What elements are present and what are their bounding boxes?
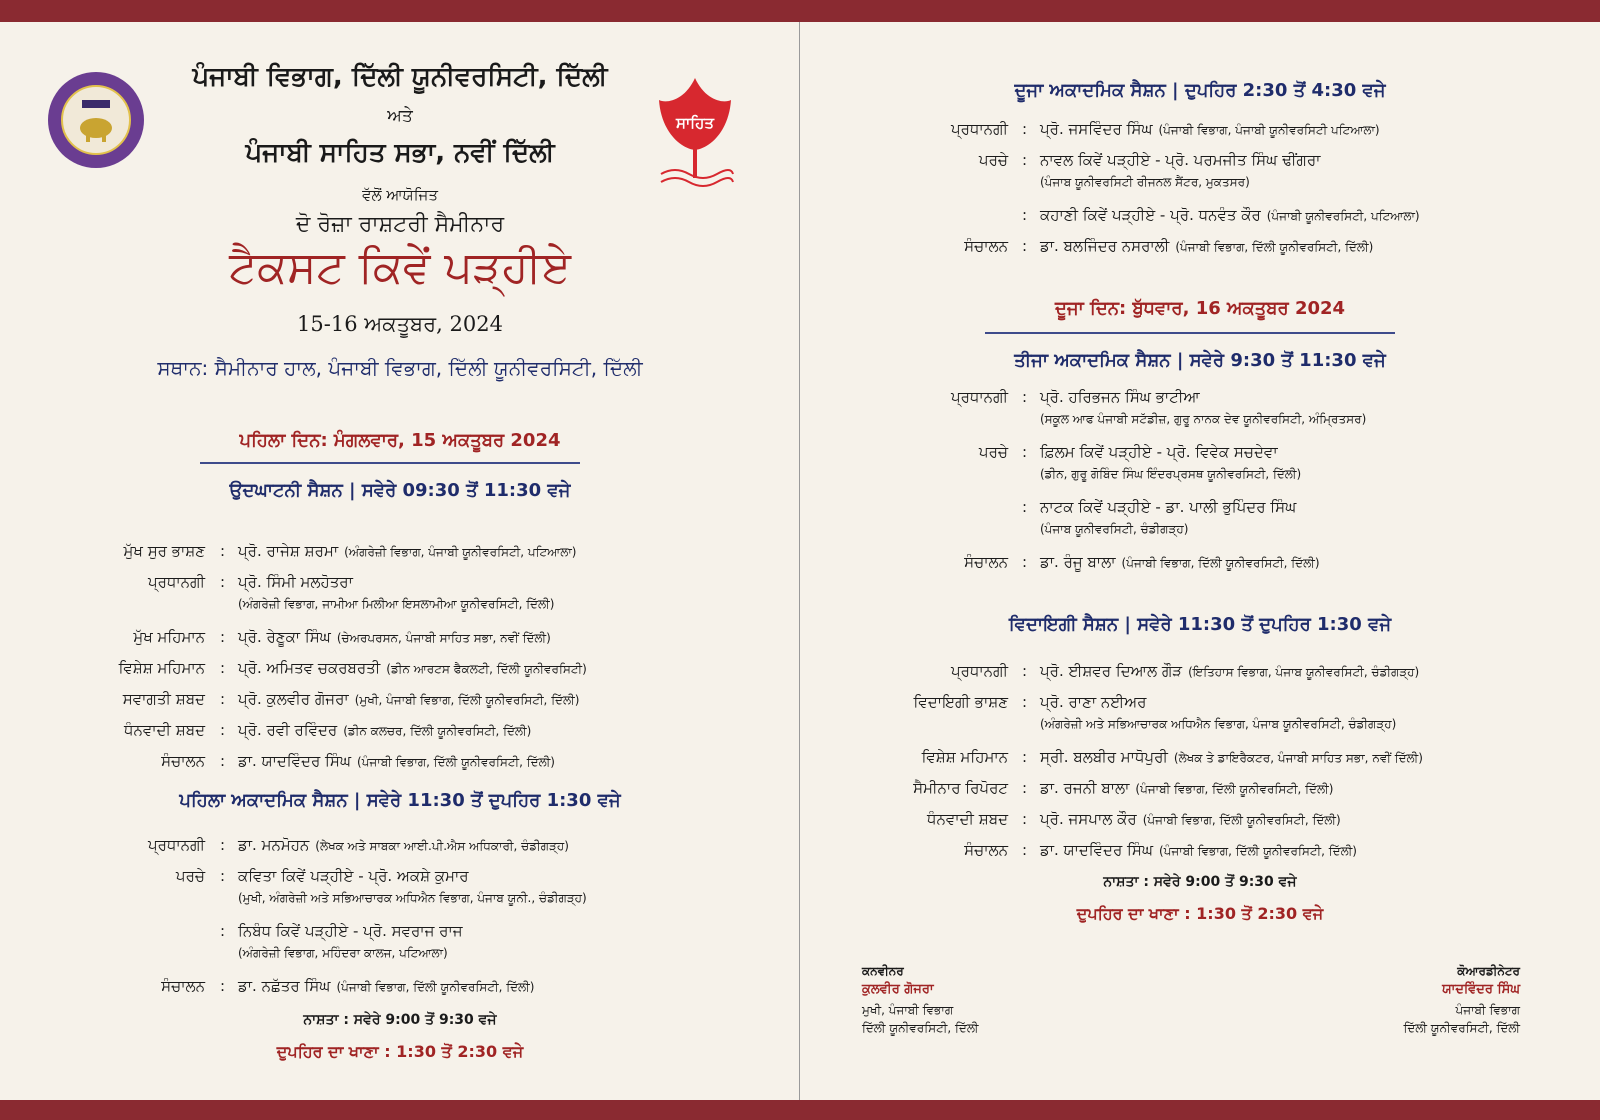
person-name: ਪ੍ਰੋ. ਰਵੀ ਰਵਿੰਦਰ: [238, 721, 338, 739]
coordinator-block: [1320, 964, 1520, 1036]
role-label: ਪ੍ਰਧਾਨਗੀ: [950, 388, 1008, 406]
person-affiliation: (ਡੀਨ ਕਲਚਰ, ਦਿੱਲੀ ਯੂਨੀਵਰਸਿਟੀ, ਦਿੱਲੀ): [343, 724, 532, 738]
person-name: ਪ੍ਰੋ. ਜਸਪਾਲ ਕੌਰ: [1040, 810, 1137, 828]
colon-separator: :: [1022, 151, 1028, 169]
organised-by-text: ਵੱਲੋਂ ਆਯੋਜਿਤ: [362, 186, 438, 204]
colon-separator: :: [220, 659, 226, 677]
programme-row: [800, 443, 1580, 465]
convener-line-2: ਦਿੱਲੀ ਯੂਨੀਵਰਸਿਟੀ, ਦਿੱਲੀ: [862, 1021, 979, 1035]
valedictory-session-heading: ਵਿਦਾਇਗੀ ਸੈਸ਼ਨ | ਸਵੇਰੇ 11:30 ਤੋਂ ਦੁਪਹਿਰ 1:30 ਵਜੇ: [1008, 614, 1392, 635]
colon-separator: :: [1022, 553, 1028, 571]
programme-row: [800, 151, 1580, 173]
programme-row: [800, 662, 1580, 684]
role-label: ਪ੍ਰਧਾਨਗੀ: [950, 662, 1008, 680]
programme-row: [0, 690, 780, 712]
person-affiliation: (ਚੇਅਰਪਰਸਨ, ਪੰਜਾਬੀ ਸਾਹਿਤ ਸਭਾ, ਨਵੀਂ ਦਿੱਲੀ): [336, 631, 551, 645]
person-entry: [238, 867, 469, 885]
person-entry: [238, 752, 555, 770]
programme-row: [0, 721, 780, 743]
seminar-dates: 15-16 ਅਕਤੂਬਰ, 2024: [297, 312, 503, 336]
person-name: ਨਾਵਲ ਕਿਵੇਂ ਪੜ੍ਹੀਏ - ਪ੍ਰੋ. ਪਰਮਜੀਤ ਸਿੰਘ ਢੀਂਗਰਾ: [1040, 151, 1321, 169]
programme-row: [800, 779, 1580, 801]
person-name: ਡਾ. ਨਛੱਤਰ ਸਿੰਘ: [238, 977, 331, 995]
person-name: ਕਹਾਣੀ ਕਿਵੇਂ ਪੜ੍ਹੀਏ - ਪ੍ਰੋ. ਧਨਵੰਤ ਕੌਰ: [1040, 206, 1261, 224]
day1-heading: ਪਹਿਲਾ ਦਿਨ: ਮੰਗਲਵਾਰ, 15 ਅਕਤੂਬਰ 2024: [239, 430, 561, 451]
sahit-logo-text: ਸਾਹਿਤ: [676, 114, 714, 132]
colon-separator: :: [220, 922, 226, 940]
person-entry: [238, 690, 579, 708]
person-affiliation: (ਅੰਗਰੇਜ਼ੀ ਵਿਭਾਗ, ਮਹਿੰਦਰਾ ਕਾਲਜ, ਪਟਿਆਲਾ): [238, 946, 448, 960]
colon-separator: :: [1022, 693, 1028, 711]
person-entry: [1040, 151, 1320, 169]
person-name: ਡਾ. ਰੰਜੂ ਬਾਲਾ: [1040, 553, 1116, 571]
punjabi-sahit-sabha-logo: [655, 70, 735, 190]
coordinator-line-2: ਦਿੱਲੀ ਯੂਨੀਵਰਸਿਟੀ, ਦਿੱਲੀ: [1403, 1021, 1520, 1035]
person-affiliation: (ਪੰਜਾਬ ਯੂਨੀਵਰਸਿਟੀ, ਚੰਡੀਗੜ੍ਹ): [1040, 522, 1189, 536]
programme-row: [0, 752, 780, 774]
role-label: ਪਰਚੇ: [978, 443, 1008, 461]
person-affiliation: (ਡੀਨ ਆਰਟਸ ਫੈਕਲਟੀ, ਦਿੱਲੀ ਯੂਨੀਵਰਸਿਟੀ): [386, 662, 587, 676]
programme-row: [800, 498, 1580, 520]
colon-separator: :: [1022, 841, 1028, 859]
programme-row: [800, 841, 1580, 863]
role-label: ਪਰਚੇ: [175, 867, 205, 885]
person-entry: [1040, 662, 1419, 680]
colon-separator: :: [220, 752, 226, 770]
top-border-band: [0, 0, 1600, 22]
person-name: ਫ਼ਿਲਮ ਕਿਵੇਂ ਪੜ੍ਹੀਏ - ਪ੍ਰੋ. ਵਿਵੇਕ ਸਚਦੇਵਾ: [1040, 443, 1278, 461]
colon-separator: :: [220, 867, 226, 885]
colon-separator: :: [1022, 748, 1028, 766]
person-name: ਪ੍ਰੋ. ਰੇਣੂਕਾ ਸਿੰਘ: [238, 628, 331, 646]
venue: ਸਥਾਨ: ਸੈਮੀਨਾਰ ਹਾਲ, ਪੰਜਾਬੀ ਵਿਭਾਗ, ਦਿੱਲੀ ਯੂਨੀਵਰਸਿਟੀ, ਦਿੱਲੀ: [157, 356, 643, 380]
role-label: ਪ੍ਰਧਾਨਗੀ: [147, 836, 205, 854]
role-label: ਸੰਚਾਲਨ: [964, 841, 1008, 859]
organiser-line-1: ਪੰਜਾਬੀ ਵਿਭਾਗ, ਦਿੱਲੀ ਯੂਨੀਵਰਸਿਟੀ, ਦਿੱਲੀ: [192, 62, 608, 92]
colon-separator: :: [1022, 388, 1028, 406]
role-label: ਸਵਾਗਤੀ ਸ਼ਬਦ: [122, 690, 205, 708]
academic-session-1-heading: ਪਹਿਲਾ ਅਕਾਦਮਿਕ ਸੈਸ਼ਨ | ਸਵੇਰੇ 11:30 ਤੋਂ ਦੁਪਹਿਰ 1:30 ਵਜੇ: [179, 790, 621, 811]
academic-session-2-heading: ਦੂਜਾ ਅਕਾਦਮਿਕ ਸੈਸ਼ਨ | ਦੁਪਹਿਰ 2:30 ਤੋਂ 4:30 ਵਜੇ: [1014, 80, 1386, 101]
programme-row: [800, 693, 1580, 715]
person-affiliation: (ਮੁਖੀ, ਅੰਗਰੇਜ਼ੀ ਅਤੇ ਸਭਿਆਚਾਰਕ ਅਧਿਐਨ ਵਿਭਾਗ, ਪੰਜਾਬ ਯੂਨੀ., ਚੰਡੀਗੜ੍ਹ): [238, 891, 587, 905]
programme-row: [800, 810, 1580, 832]
role-label: ਪਰਚੇ: [978, 151, 1008, 169]
person-affiliation: (ਅੰਗਰੇਜ਼ੀ ਵਿਭਾਗ, ਪੰਜਾਬੀ ਯੂਨੀਵਰਸਿਟੀ, ਪਟਿਆਲਾ): [344, 545, 577, 559]
seminar-type: ਦੋ ਰੋਜ਼ਾ ਰਾਸ਼ਟਰੀ ਸੈਮੀਨਾਰ: [295, 212, 505, 237]
person-name: ਪ੍ਰੋ. ਕੁਲਵੀਰ ਗੋਜਰਾ: [238, 690, 349, 708]
role-label: ਮੁੱਖ ਮਹਿਮਾਨ: [133, 628, 205, 646]
colon-separator: :: [1022, 498, 1028, 516]
day1-lunch: ਦੁਪਹਿਰ ਦਾ ਖਾਣਾ : 1:30 ਤੋਂ 2:30 ਵਜੇ: [276, 1042, 524, 1061]
colon-separator: :: [1022, 237, 1028, 255]
day1-rule: [200, 462, 580, 464]
role-label: ਪ੍ਰਧਾਨਗੀ: [950, 120, 1008, 138]
person-name: ਪ੍ਰੋ. ਹਰਿਭਜਨ ਸਿੰਘ ਭਾਟੀਆ: [1040, 388, 1200, 406]
person-entry: [1040, 120, 1380, 138]
person-entry: [1040, 748, 1423, 766]
person-affiliation: (ਇਤਿਹਾਸ ਵਿਭਾਗ, ਪੰਜਾਬ ਯੂਨੀਵਰਸਿਟੀ, ਚੰਡੀਗੜ੍ਹ): [1188, 665, 1420, 679]
person-entry: [1040, 841, 1357, 859]
colon-separator: :: [1022, 443, 1028, 461]
person-entry: [1040, 388, 1200, 406]
person-name: ਨਿਬੰਧ ਕਿਵੇਂ ਪੜ੍ਹੀਏ - ਪ੍ਰੋ. ਸਵਰਾਜ ਰਾਜ: [238, 922, 463, 940]
programme-row: [0, 542, 780, 564]
person-affiliation: (ਪੰਜਾਬੀ ਯੂਨੀਵਰਸਿਟੀ, ਪਟਿਆਲਾ): [1266, 209, 1420, 223]
programme-row: [800, 748, 1580, 770]
person-name: ਡਾ. ਮਨਮੋਹਨ: [238, 836, 310, 854]
inaugural-session-heading: ਉਦਘਾਟਨੀ ਸੈਸ਼ਨ | ਸਵੇਰੇ 09:30 ਤੋਂ 11:30 ਵਜੇ: [229, 480, 571, 501]
role-label: ਸੰਚਾਲਨ: [964, 553, 1008, 571]
person-entry: [238, 628, 551, 646]
convener-block: [862, 964, 979, 1036]
role-label: ਵਿਸ਼ੇਸ਼ ਮਹਿਮਾਨ: [118, 659, 205, 677]
colon-separator: :: [220, 628, 226, 646]
person-affiliation: (ਲੇਖਕ ਤੇ ਡਾਇਰੈਕਟਰ, ਪੰਜਾਬੀ ਸਾਹਿਤ ਸਭਾ, ਨਵੀਂ ਦਿੱਲੀ): [1173, 751, 1423, 765]
role-label: ਸੰਚਾਲਨ: [161, 977, 205, 995]
person-entry: [238, 721, 531, 739]
person-entry: [238, 977, 534, 995]
person-name: ਸ੍ਰੀ. ਬਲਬੀਰ ਮਾਧੋਪੁਰੀ: [1040, 748, 1168, 766]
person-affiliation: (ਪੰਜਾਬੀ ਵਿਭਾਗ, ਦਿੱਲੀ ਯੂਨੀਵਰਸਿਟੀ, ਦਿੱਲੀ): [1142, 813, 1341, 827]
colon-separator: :: [1022, 662, 1028, 680]
programme-row: [0, 573, 780, 595]
programme-row: [0, 659, 780, 681]
seminar-title: ਟੈਕਸਟ ਕਿਵੇਂ ਪੜ੍ਹੀਏ: [228, 242, 572, 293]
coordinator-role: ਕੋਆਰਡੀਨੇਟਰ: [1457, 964, 1520, 978]
person-affiliation: (ਪੰਜਾਬੀ ਵਿਭਾਗ, ਪੰਜਾਬੀ ਯੂਨੀਵਰਸਿਟੀ ਪਟਿਆਲਾ): [1158, 123, 1380, 137]
person-entry: [1040, 693, 1146, 711]
programme-row: [0, 628, 780, 650]
person-entry: [1040, 237, 1373, 255]
person-entry: [238, 659, 587, 677]
role-label: ਵਿਦਾਇਗੀ ਭਾਸ਼ਣ: [913, 693, 1008, 711]
convener-line-1: ਮੁਖੀ, ਪੰਜਾਬੀ ਵਿਭਾਗ: [862, 1003, 954, 1017]
person-entry: [1040, 779, 1333, 797]
colon-separator: :: [220, 977, 226, 995]
right-panel: [800, 22, 1599, 1100]
person-name: ਪ੍ਰੋ. ਅਮਿਤਵ ਚਕਰਬਰਤੀ: [238, 659, 381, 677]
role-label: ਪ੍ਰਧਾਨਗੀ: [147, 573, 205, 591]
person-affiliation: (ਪੰਜਾਬੀ ਵਿਭਾਗ, ਦਿੱਲੀ ਯੂਨੀਵਰਸਿਟੀ, ਦਿੱਲੀ): [357, 755, 555, 769]
person-name: ਡਾ. ਯਾਦਵਿੰਦਰ ਸਿੰਘ: [1040, 841, 1154, 859]
person-affiliation: (ਪੰਜਾਬੀ ਵਿਭਾਗ, ਦਿੱਲੀ ਯੂਨੀਵਰਸਿਟੀ, ਦਿੱਲੀ): [1135, 782, 1334, 796]
person-entry: [238, 836, 569, 854]
person-name: ਪ੍ਰੋ. ਸਿੰਮੀ ਮਲਹੋਤਰਾ: [238, 573, 353, 591]
colon-separator: :: [220, 836, 226, 854]
person-affiliation: (ਅੰਗਰੇਜ਼ੀ ਅਤੇ ਸਭਿਆਚਾਰਕ ਅਧਿਐਨ ਵਿਭਾਗ, ਪੰਜਾਬ ਯੂਨੀਵਰਸਿਟੀ, ਚੰਡੀਗੜ੍ਹ): [1040, 717, 1397, 731]
role-label: ਸੰਚਾਲਨ: [964, 237, 1008, 255]
programme-row: [0, 867, 780, 889]
convener-name: ਕੁਲਵੀਰ ਗੋਜਰਾ: [862, 982, 934, 997]
colon-separator: :: [1022, 810, 1028, 828]
academic-session-3-heading: ਤੀਜਾ ਅਕਾਦਮਿਕ ਸੈਸ਼ਨ | ਸਵੇਰੇ 9:30 ਤੋਂ 11:30 ਵਜੇ: [1014, 350, 1386, 371]
person-name: ਡਾ. ਰਜਨੀ ਬਾਲਾ: [1040, 779, 1130, 797]
day2-lunch: ਦੁਪਹਿਰ ਦਾ ਖਾਣਾ : 1:30 ਤੋਂ 2:30 ਵਜੇ: [1076, 904, 1324, 923]
organiser-line-2: ਪੰਜਾਬੀ ਸਾਹਿਤ ਸਭਾ, ਨਵੀਂ ਦਿੱਲੀ: [245, 138, 555, 168]
person-name: ਡਾ. ਯਾਦਵਿੰਦਰ ਸਿੰਘ: [238, 752, 352, 770]
programme-row: [800, 237, 1580, 259]
day1-breakfast: ਨਾਸ਼ਤਾ : ਸਵੇਰੇ 9:00 ਤੋਂ 9:30 ਵਜੇ: [303, 1012, 497, 1028]
role-label: ਵਿਸ਼ੇਸ਼ ਮਹਿਮਾਨ: [921, 748, 1008, 766]
colon-separator: :: [220, 690, 226, 708]
person-name: ਪ੍ਰੋ. ਈਸ਼ਵਰ ਦਿਆਲ ਗੌੜ: [1040, 662, 1183, 680]
person-name: ਪ੍ਰੋ. ਜਸਵਿੰਦਰ ਸਿੰਘ: [1040, 120, 1153, 138]
programme-row: [0, 836, 780, 858]
person-entry: [238, 542, 576, 560]
role-label: ਧੰਨਵਾਦੀ ਸ਼ਬਦ: [124, 721, 205, 739]
coordinator-name: ਯਾਦਵਿੰਦਰ ਸਿੰਘ: [1442, 982, 1520, 997]
day2-heading: ਦੂਜਾ ਦਿਨ: ਬੁੱਧਵਾਰ, 16 ਅਕਤੂਬਰ 2024: [1054, 298, 1346, 319]
left-panel: [0, 22, 799, 1100]
person-affiliation: (ਪੰਜਾਬੀ ਵਿਭਾਗ, ਦਿੱਲੀ ਯੂਨੀਵਰਸਿਟੀ, ਦਿੱਲੀ): [336, 980, 535, 994]
person-affiliation: (ਲੇਖਕ ਅਤੇ ਸਾਬਕਾ ਆਈ.ਪੀ.ਐਸ ਅਧਿਕਾਰੀ, ਚੰਡੀਗੜ੍ਹ): [315, 839, 569, 853]
person-affiliation: (ਪੰਜਾਬੀ ਵਿਭਾਗ, ਦਿੱਲੀ ਯੂਨੀਵਰਸਿਟੀ, ਦਿੱਲੀ): [1121, 556, 1320, 570]
person-affiliation: (ਪੰਜਾਬੀ ਵਿਭਾਗ, ਦਿੱਲੀ ਯੂਨੀਵਰਸਿਟੀ, ਦਿੱਲੀ): [1175, 240, 1374, 254]
person-name: ਪ੍ਰੋ. ਰਾਜੇਸ਼ ਸ਼ਰਮਾ: [238, 542, 339, 560]
programme-row: [0, 922, 780, 944]
programme-row: [800, 388, 1580, 410]
person-affiliation: (ਪੰਜਾਬ ਯੂਨੀਵਰਸਿਟੀ ਰੀਜਨਲ ਸੈਂਟਰ, ਮੁਕਤਸਰ): [1040, 175, 1250, 189]
role-label: ਸੈਮੀਨਾਰ ਰਿਪੋਰਟ: [913, 779, 1008, 797]
colon-separator: :: [220, 721, 226, 739]
role-label: ਮੁੱਖ ਸੁਰ ਭਾਸ਼ਣ: [123, 542, 205, 560]
person-entry: [1040, 810, 1341, 828]
colon-separator: :: [220, 573, 226, 591]
colon-separator: :: [1022, 779, 1028, 797]
colon-separator: :: [1022, 206, 1028, 224]
person-entry: [1040, 498, 1296, 516]
programme-row: [800, 553, 1580, 575]
convener-role: ਕਨਵੀਨਰ: [862, 964, 904, 978]
person-affiliation: (ਮੁਖੀ, ਪੰਜਾਬੀ ਵਿਭਾਗ, ਦਿੱਲੀ ਯੂਨੀਵਰਸਿਟੀ, ਦਿੱਲੀ): [354, 693, 580, 707]
coordinator-line-1: ਪੰਜਾਬੀ ਵਿਭਾਗ: [1455, 1003, 1520, 1017]
person-name: ਡਾ. ਬਲਜਿੰਦਰ ਨਸਰਾਲੀ: [1040, 237, 1170, 255]
colon-separator: :: [220, 542, 226, 560]
role-label: ਧੰਨਵਾਦੀ ਸ਼ਬਦ: [927, 810, 1008, 828]
person-affiliation: (ਡੀਨ, ਗੁਰੂ ਗੋਬਿੰਦ ਸਿੰਘ ਇੰਦਰਪ੍ਰਸਥ ਯੂਨੀਵਰਸਿਟੀ, ਦਿੱਲੀ): [1040, 467, 1302, 481]
and-text: ਅਤੇ: [387, 106, 413, 126]
person-name: ਕਵਿਤਾ ਕਿਵੇਂ ਪੜ੍ਹੀਏ - ਪ੍ਰੋ. ਅਕਸ਼ੇ ਕੁਮਾਰ: [238, 867, 469, 885]
person-entry: [238, 922, 463, 940]
person-affiliation: (ਪੰਜਾਬੀ ਵਿਭਾਗ, ਦਿੱਲੀ ਯੂਨੀਵਰਸਿਟੀ, ਦਿੱਲੀ): [1159, 844, 1357, 858]
delhi-university-logo: [46, 70, 146, 170]
person-entry: [1040, 443, 1278, 461]
person-affiliation: (ਸਕੂਲ ਆਫ ਪੰਜਾਬੀ ਸਟੱਡੀਜ਼, ਗੁਰੂ ਨਾਨਕ ਦੇਵ ਯੂਨੀਵਰਸਿਟੀ, ਅੰਮ੍ਰਿਤਸਰ): [1040, 412, 1367, 426]
person-name: ਨਾਟਕ ਕਿਵੇਂ ਪੜ੍ਹੀਏ - ਡਾ. ਪਾਲੀ ਭੁਪਿੰਦਰ ਸਿੰਘ: [1040, 498, 1297, 516]
day2-rule: [985, 332, 1395, 334]
day2-breakfast: ਨਾਸ਼ਤਾ : ਸਵੇਰੇ 9:00 ਤੋਂ 9:30 ਵਜੇ: [1103, 874, 1297, 890]
person-entry: [1040, 553, 1320, 571]
person-name: ਪ੍ਰੋ. ਰਾਣਾ ਨਈਅਰ: [1040, 693, 1147, 711]
person-entry: [1040, 206, 1420, 224]
colon-separator: :: [1022, 120, 1028, 138]
person-entry: [238, 573, 353, 591]
person-affiliation: (ਅੰਗਰੇਜ਼ੀ ਵਿਭਾਗ, ਜਾਮੀਆ ਮਿਲੀਆ ਇਸਲਾਮੀਆ ਯੂਨੀਵਰਸਿਟੀ, ਦਿੱਲੀ): [238, 597, 555, 611]
role-label: ਸੰਚਾਲਨ: [161, 752, 205, 770]
programme-row: [800, 120, 1580, 142]
programme-row: [800, 206, 1580, 228]
bottom-border-band: [0, 1100, 1600, 1120]
programme-row: [0, 977, 780, 999]
